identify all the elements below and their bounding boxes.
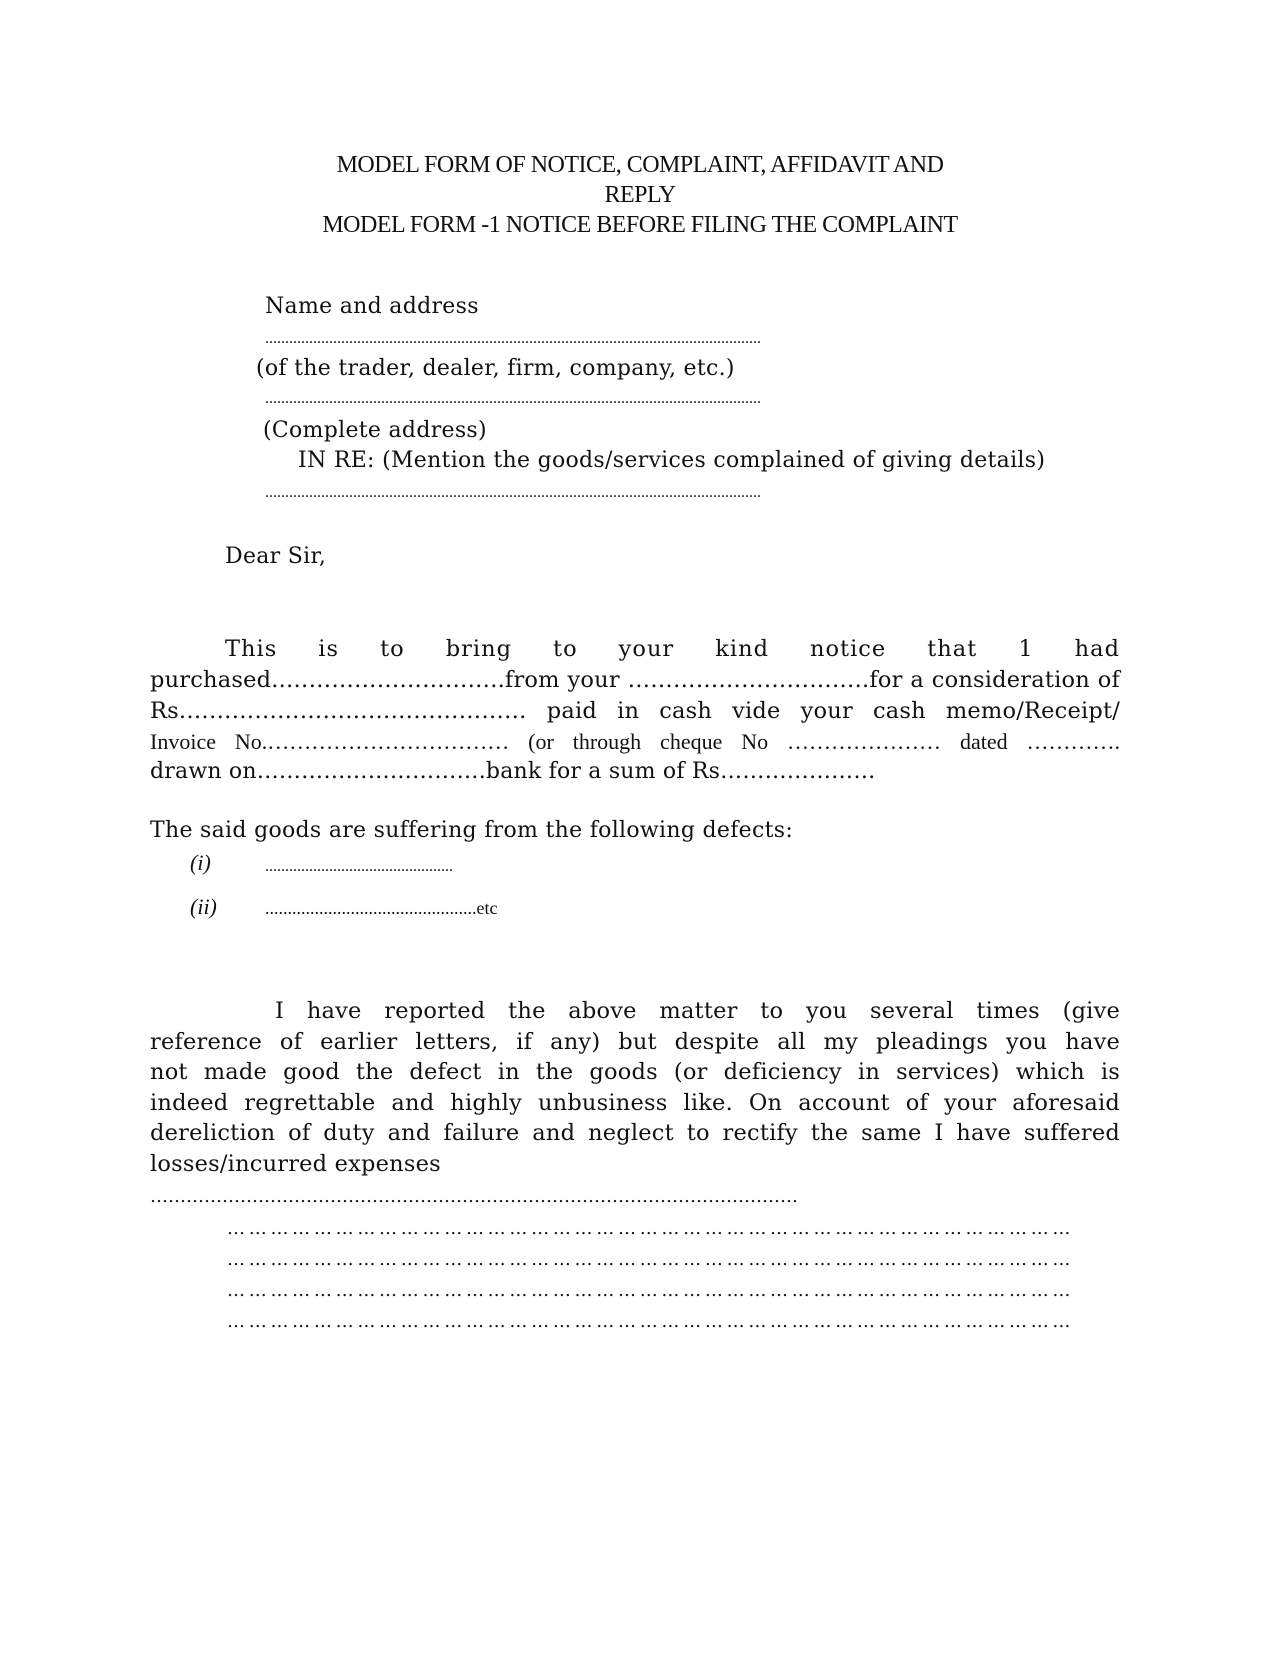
- address-dotted-line-3: ............................................................................................................................: [265, 484, 761, 501]
- name-address-label: Name and address: [265, 294, 479, 319]
- complete-address-label: (Complete address): [263, 418, 487, 443]
- para2-line-1: I have reported the above matter to you several times (give: [275, 998, 1120, 1024]
- expenses-dotted-line-2: … … … … … … … … … … … … … … … … … … … … … … … … … … … … … … … … … … … … … … …: [227, 1218, 1070, 1239]
- form-subtitle: MODEL FORM -1 NOTICE BEFORE FILING THE COMPLAINT: [322, 212, 958, 238]
- defect-text-2: ...............................................etc: [265, 898, 498, 918]
- defects-intro: The said goods are suffering from the following defects:: [150, 818, 794, 843]
- para1-line-2: purchased..………………………..from your …………………………..for a consideration of: [150, 667, 1120, 693]
- expenses-dotted-line-4: … … … … … … … … … … … … … … … … … … … … … … … … … … … … … … … … … … … … … … …: [227, 1280, 1070, 1301]
- defect-label-2: (ii): [190, 894, 217, 919]
- para2-line-6: losses/incurred expenses: [150, 1151, 441, 1177]
- expenses-dotted-line-3: … … … … … … … … … … … … … … … … … … … … … … … … … … … … … … … … … … … … … … …: [227, 1249, 1070, 1270]
- salutation: Dear Sir,: [225, 544, 327, 569]
- address-dotted-line-1: ............................................................................................................................: [265, 330, 761, 347]
- para1-line-3: Rs.……………………………………… paid in cash vide your cash memo/Receipt/: [150, 698, 1120, 724]
- in-re-line: IN RE: (Mention the goods/services complained of giving details): [298, 448, 1046, 473]
- form-title-line-2: REPLY: [604, 182, 676, 208]
- defect-label-1: (i): [190, 850, 211, 875]
- defect-text-1: ...............................................: [265, 858, 453, 875]
- trader-note: (of the trader, dealer, firm, company, etc.): [256, 356, 735, 381]
- para2-line-5: dereliction of duty and failure and neglect to rectify the same I have suffered: [150, 1120, 1120, 1146]
- para1-line-4: Invoice No.…………………………… (or through cheque No ………………… dated ………….: [150, 729, 1120, 754]
- form-title-line-1: MODEL FORM OF NOTICE, COMPLAINT, AFFIDAVIT AND: [336, 152, 944, 178]
- para2-line-2: reference of earlier letters, if any) but despite all my pleadings you have: [150, 1029, 1120, 1055]
- expenses-dotted-line-1: ………………………………………………………………………………………………: [150, 1186, 798, 1207]
- para1-line-5: drawn on………………………….bank for a sum of Rs…………………: [150, 759, 876, 784]
- expenses-dotted-line-5: … … … … … … … … … … … … … … … … … … … … … … … … … … … … … … … … … … … … … … …: [227, 1311, 1070, 1332]
- para2-line-3: not made good the defect in the goods (or deficiency in services) which is: [150, 1059, 1120, 1085]
- para1-line-1: This is to bring to your kind notice that 1 had: [225, 636, 1120, 662]
- address-dotted-line-2: ............................................................................................................................: [265, 390, 761, 407]
- para2-line-4: indeed regrettable and highly unbusiness like. On account of your aforesaid: [150, 1090, 1120, 1116]
